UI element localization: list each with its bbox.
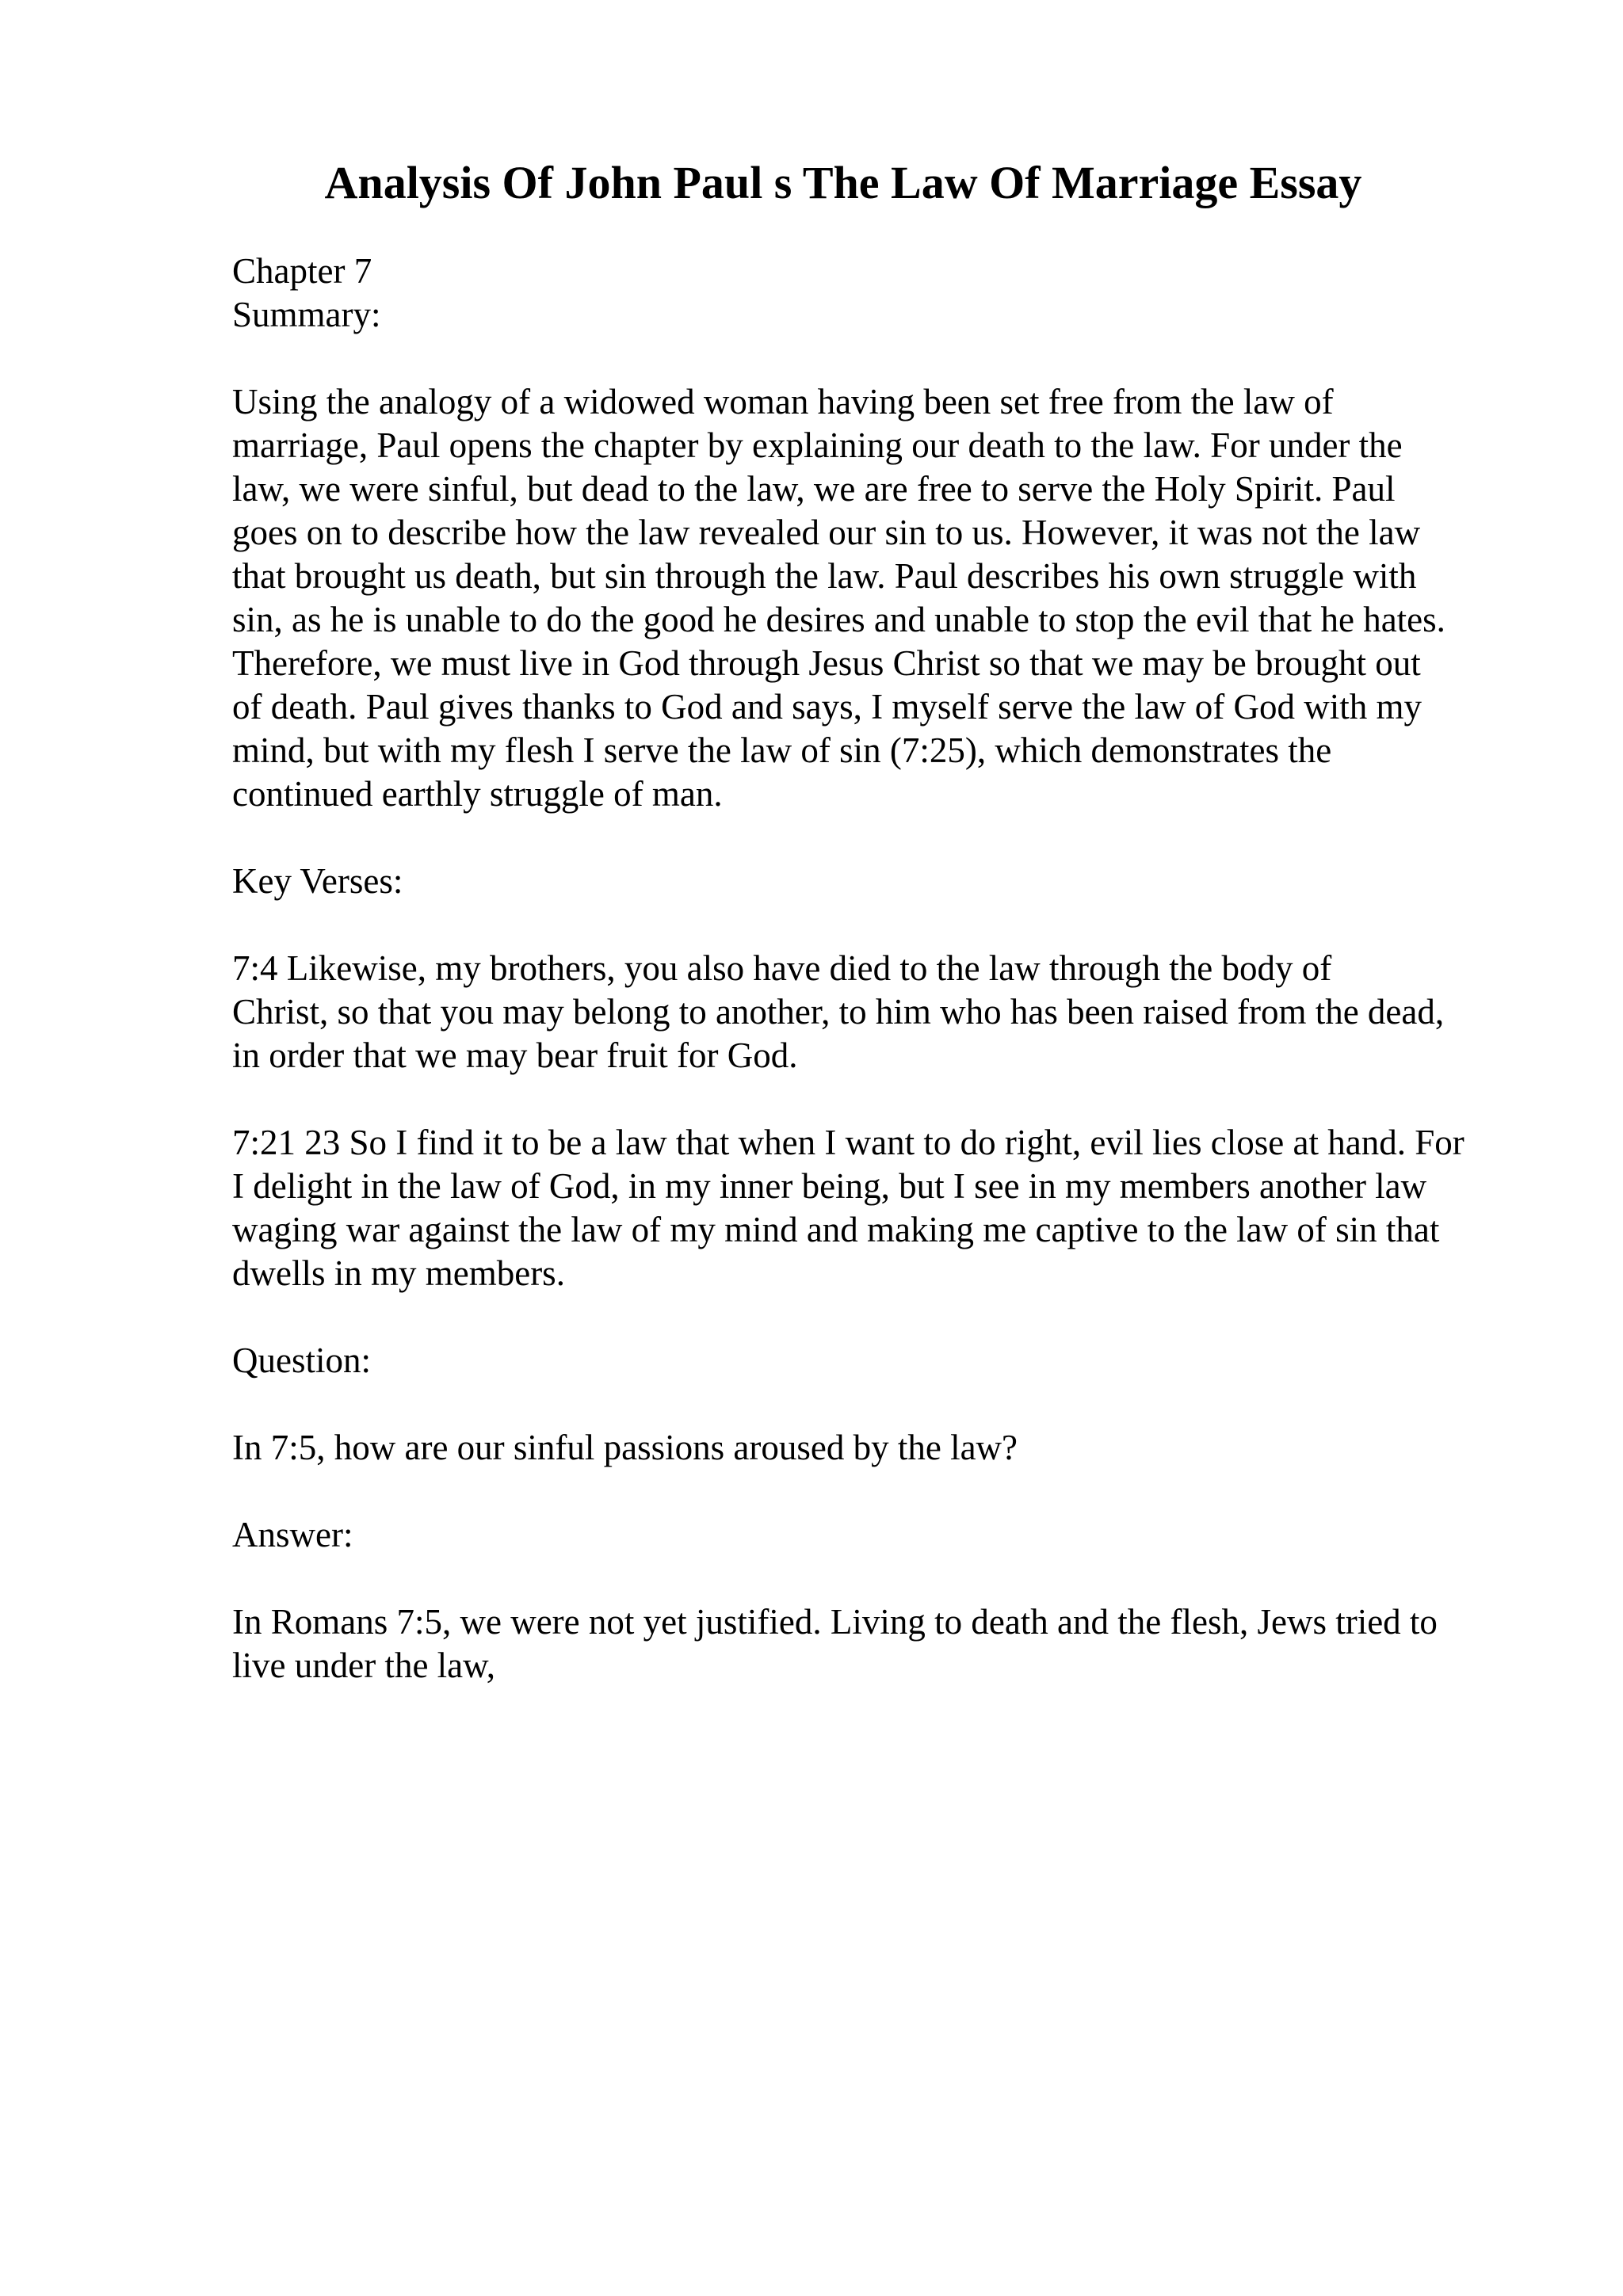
paragraph-gap	[232, 1557, 1532, 1600]
answer-label: Answer:	[232, 1515, 353, 1554]
document-body	[232, 250, 1532, 1688]
paragraph-gap	[232, 816, 1532, 860]
paragraph-gap	[232, 1470, 1532, 1513]
paragraph-gap	[232, 1383, 1532, 1426]
verse-line: in order that we may bear fruit for God.	[232, 1035, 798, 1075]
summary-line: Therefore, we must live in God through Jesus Christ so that we may be brought out	[232, 643, 1421, 683]
summary-line: continued earthly struggle of man.	[232, 774, 723, 814]
verse-line: Christ, so that you may belong to another, to him who has been raised from the dead,	[232, 992, 1445, 1032]
summary-line: law, we were sinful, but dead to the law, we are free to serve the Holy Spirit. Paul	[232, 469, 1396, 509]
summary-line: goes on to describe how the law revealed our sin to us. However, it was not the law	[232, 513, 1421, 552]
verse-line: 7:4 Likewise, my brothers, you also have died to the law through the body of	[232, 948, 1332, 988]
summary-line: Using the analogy of a widowed woman having been set free from the law of	[232, 382, 1334, 421]
paragraph-gap	[232, 903, 1532, 947]
summary-line: of death. Paul gives thanks to God and says, I myself serve the law of God with my	[232, 687, 1422, 727]
verse-line: 7:21 23 So I find it to be a law that when I want to do right, evil lies close at hand. For	[232, 1123, 1465, 1162]
verse-line: I delight in the law of God, in my inner being, but I see in my members another law	[232, 1166, 1427, 1206]
question-label: Question:	[232, 1341, 371, 1380]
summary-line: that brought us death, but sin through the law. Paul describes his own struggle with	[232, 556, 1417, 596]
summary-line: marriage, Paul opens the chapter by explaining our death to the law. For under the	[232, 425, 1403, 465]
chapter-heading: Chapter 7	[232, 251, 372, 291]
paragraph-gap	[232, 1295, 1532, 1339]
verse-line: dwells in my members.	[232, 1253, 565, 1293]
key-verses-label: Key Verses:	[232, 861, 403, 901]
document-title: Analysis Of John Paul s The Law Of Marriage Essay	[324, 157, 1362, 208]
verse-paragraph-2	[232, 1121, 1532, 1295]
answer-line: In Romans 7:5, we were not yet justified. Living to death and the flesh, Jews tried to	[232, 1602, 1438, 1642]
summary-line: mind, but with my flesh I serve the law of sin (7:25), which demonstrates the	[232, 730, 1332, 770]
verse-paragraph-1	[232, 947, 1532, 1077]
summary-line: sin, as he is unable to do the good he desires and unable to stop the evil that he hates.	[232, 600, 1445, 639]
question-text: In 7:5, how are our sinful passions aroused by the law?	[232, 1428, 1018, 1467]
paragraph-gap	[232, 1077, 1532, 1121]
paragraph-gap	[232, 337, 1532, 380]
answer-paragraph	[232, 1600, 1532, 1688]
summary-label: Summary:	[232, 295, 381, 334]
summary-paragraph	[232, 380, 1532, 816]
verse-line: waging war against the law of my mind and making me captive to the law of sin that	[232, 1210, 1440, 1249]
answer-line: live under the law,	[232, 1646, 495, 1685]
